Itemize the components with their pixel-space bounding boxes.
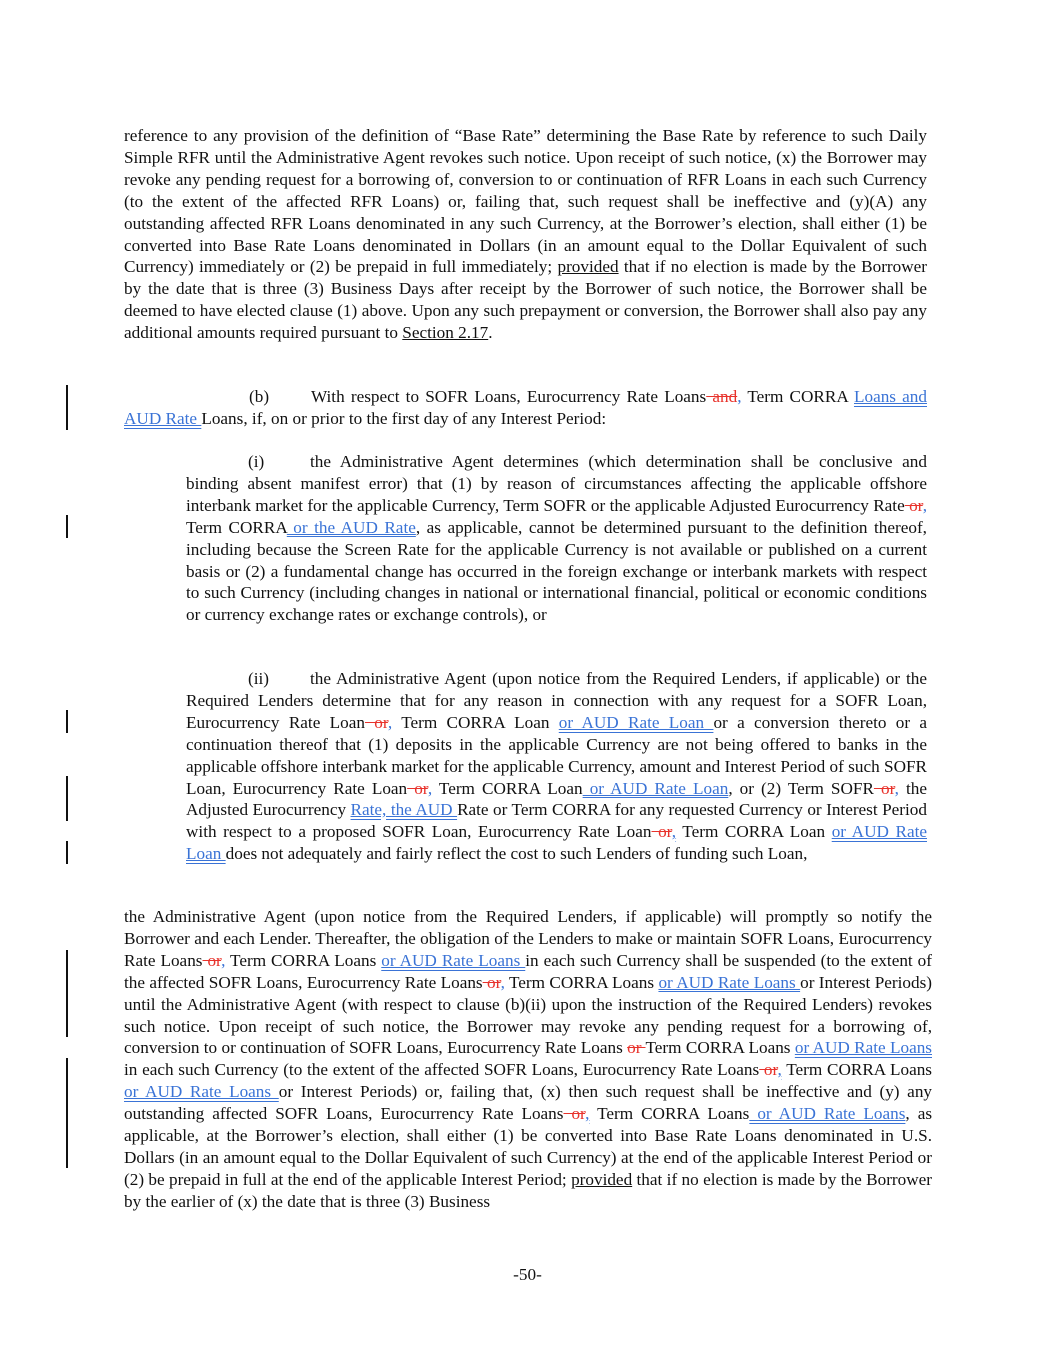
inserted-text: , [671, 822, 677, 842]
change-bar [66, 841, 68, 864]
clause-b-i [186, 451, 927, 626]
text: , as applicable, cannot be determined pursuant to the definition thereof, including because the Screen Rate for the applicable Currency is not available or published on a current basis or (2) a fundamental change has occurred in the foreign exchange or interbank markets with respect to such Currency (including changes in national or international financial, political or economic conditions or currency exchange rates or exchange controls), or [186, 517, 927, 625]
inserted-text: or AUD Rate Loans [124, 1082, 279, 1102]
text: Term CORRA Loan [392, 712, 559, 732]
text: Loans, if, on or prior to the first day of any Interest Period: [201, 408, 607, 428]
text: the Administrative Agent determines (which determination shall be conclusive and binding absent manifest error) that (1) by reason of circumstances affecting the applicable offshore interbank market for the applicable Currency, Term SOFR or the applicable Adjusted Eurocurrency Rate [186, 452, 927, 515]
change-bar [66, 950, 68, 1037]
text: , or (2) Term SOFR [728, 778, 874, 798]
text: or Interest Periods) until the Administrative Agent (with respect to clause (b)(ii) upon the instruction of the Required Lenders) revokes such notice. Upon receipt of such notice, the Borrower may revoke any pending request for a borrowing of, conversion to or continuation of SOFR Loans, Eurocurrency Rate Loans [124, 972, 932, 1058]
inserted-text: , [737, 387, 742, 406]
inserted-text: or AUD Rate Loans [658, 972, 801, 992]
provided-term: provided [557, 257, 619, 277]
text: . [488, 323, 493, 343]
change-bar [66, 1058, 68, 1168]
text: Term CORRA [741, 387, 854, 406]
text: Term CORRA [186, 517, 287, 537]
deleted-text: or [407, 778, 428, 798]
text: the Administrative Agent (upon notice from the Required Lenders, if applicable) or the Required Lenders determine that for any reason in connection with any request for a SOFR Loan, Eurocurrency Rate Loan [186, 669, 927, 732]
clause-label: (i) [248, 452, 265, 471]
clause-label: (ii) [248, 669, 269, 688]
text: Term CORRA Loan [432, 778, 583, 798]
text: or a conversion thereto or a continuation thereof that (1) deposits in the applicable Currency are not being offered to banks in the applicable offshore interbank market for the applicable Currency, amount and Interest Period of such SOFR Loan, Eurocurrency Rate Loan [186, 712, 928, 798]
text: or Interest Periods) or, failing that, (x) then such request shall be ineffective and (y) any outstanding affected SOFR Loans, Eurocurrency Rate Loans [124, 1082, 932, 1124]
inserted-text: Loans and AUD Rate [124, 387, 927, 428]
deleted-text: or [482, 972, 501, 992]
deleted-text: or [904, 495, 923, 515]
text: the Adjusted Eurocurrency [186, 778, 927, 820]
text: Rate or Term CORRA for any requested Currency or Interest Period with respect to a proposed SOFR Loan, Eurocurrency Rate Loan [186, 800, 927, 842]
inserted-text: , [221, 950, 226, 970]
deleted-text: or [759, 1060, 778, 1080]
text: Term CORRA Loans [645, 1038, 795, 1058]
change-bar [66, 515, 68, 538]
inserted-text: or AUD Rate Loan [186, 822, 927, 864]
text: that if no election is made by the Borrower by the earlier of (x) the date that is three (3) Business [124, 1169, 932, 1211]
inserted-text: , [894, 778, 899, 798]
text: With respect to SOFR Loans, Eurocurrency Rate Loans [311, 387, 707, 406]
inserted-text: , [427, 778, 433, 798]
inserted-text: or AUD Rate Loans [794, 1038, 932, 1058]
text: Term CORRA Loans [781, 1060, 932, 1080]
text: in each such Currency (to the extent of the affected SOFR Loans, Eurocurrency Rate Loans [124, 1060, 760, 1080]
deleted-text: or [651, 822, 672, 842]
inserted-text: , [922, 495, 927, 515]
inserted-text: , [387, 712, 393, 732]
provided-term: provided [571, 1169, 633, 1189]
text: Term CORRA Loans [225, 950, 382, 970]
clause-b-ii [186, 668, 927, 865]
inserted-text: or AUD Rate Loan [558, 712, 714, 732]
text: Term CORRA Loans [589, 1104, 750, 1124]
text: reference to any provision of the definition of “Base Rate” determining the Base Rate by reference to such Daily Simple RFR until the Administrative Agent revokes such notice. Upon receipt of such notice, (x) the Borrower may revoke any pending request for a borrowing of, conversion to or continuation of RFR Loans in each such Currency (to the extent of the affected RFR Loans) or, failing that, such request shall be ineffective and (y)(A) any outstanding affected RFR Loans denominated in any such Currency, at the Borrower’s election, shall either (1) be converted into Base Rate Loans denominated in Dollars (in an amount equal to the Dollar Equivalent of such Currency) immediately or (2) be prepaid in full immediately; [124, 126, 927, 277]
inserted-text: or AUD Rate Loans [381, 950, 526, 970]
inserted-text: or AUD Rate Loan [582, 778, 729, 798]
inserted-text: Rate, the AUD [350, 800, 458, 820]
section-reference: Section 2.17 [402, 323, 489, 343]
clause-label: (b) [249, 387, 270, 406]
paragraph-continued [124, 125, 927, 344]
text: Term CORRA Loan [676, 822, 832, 842]
text: that if no election is made by the Borrower by the date that is three (3) Business Days after receipt by the Borrower of such notice, the Borrower shall be deemed to have elected clause (1) above. Upon any such prepayment or conversion, the Borrower shall also pay any additional amounts required pursuant to [124, 257, 927, 343]
page-number: -50- [513, 1265, 542, 1284]
deleted-text: or [873, 778, 895, 798]
deleted-text: or [563, 1104, 586, 1124]
change-bar [66, 710, 68, 733]
text: does not adequately and fairly reflect the cost to such Lenders of funding such Loan, [225, 844, 808, 864]
inserted-text: , [585, 1104, 590, 1124]
text: in each such Currency shall be suspended (to the extent of the affected SOFR Loans, Eurocurrency Rate Loans [124, 950, 932, 992]
clause-b [124, 386, 927, 430]
inserted-text: , [777, 1060, 782, 1080]
change-bar [66, 385, 68, 430]
change-bar [66, 776, 68, 821]
text: the Administrative Agent (upon notice from the Required Lenders, if applicable) will promptly so notify the Borrower and each Lender. Thereafter, the obligation of the Lenders to make or maintain SOFR Loans, Eurocurrency Rate Loans [124, 907, 932, 970]
inserted-text: or the AUD Rate [286, 517, 416, 537]
paragraph-suspension [124, 906, 932, 1213]
deleted-text: and [706, 387, 738, 406]
text: , as applicable, at the Borrower’s election, shall either (1) be converted into Base Rate Loans denominated in U.S. Dollars (in an amount equal to the Dollar Equivalent of such Currency) at the end of the applicable Interest Period or (2) be prepaid in full at the end of the applicable Interest Period; [124, 1104, 933, 1189]
deleted-text: or [627, 1038, 646, 1058]
deleted-text: or [202, 950, 222, 970]
deleted-text: or [364, 712, 388, 732]
text: Term CORRA Loans [504, 972, 659, 992]
inserted-text: or AUD Rate Loans [749, 1104, 906, 1124]
inserted-text: , [500, 972, 505, 992]
